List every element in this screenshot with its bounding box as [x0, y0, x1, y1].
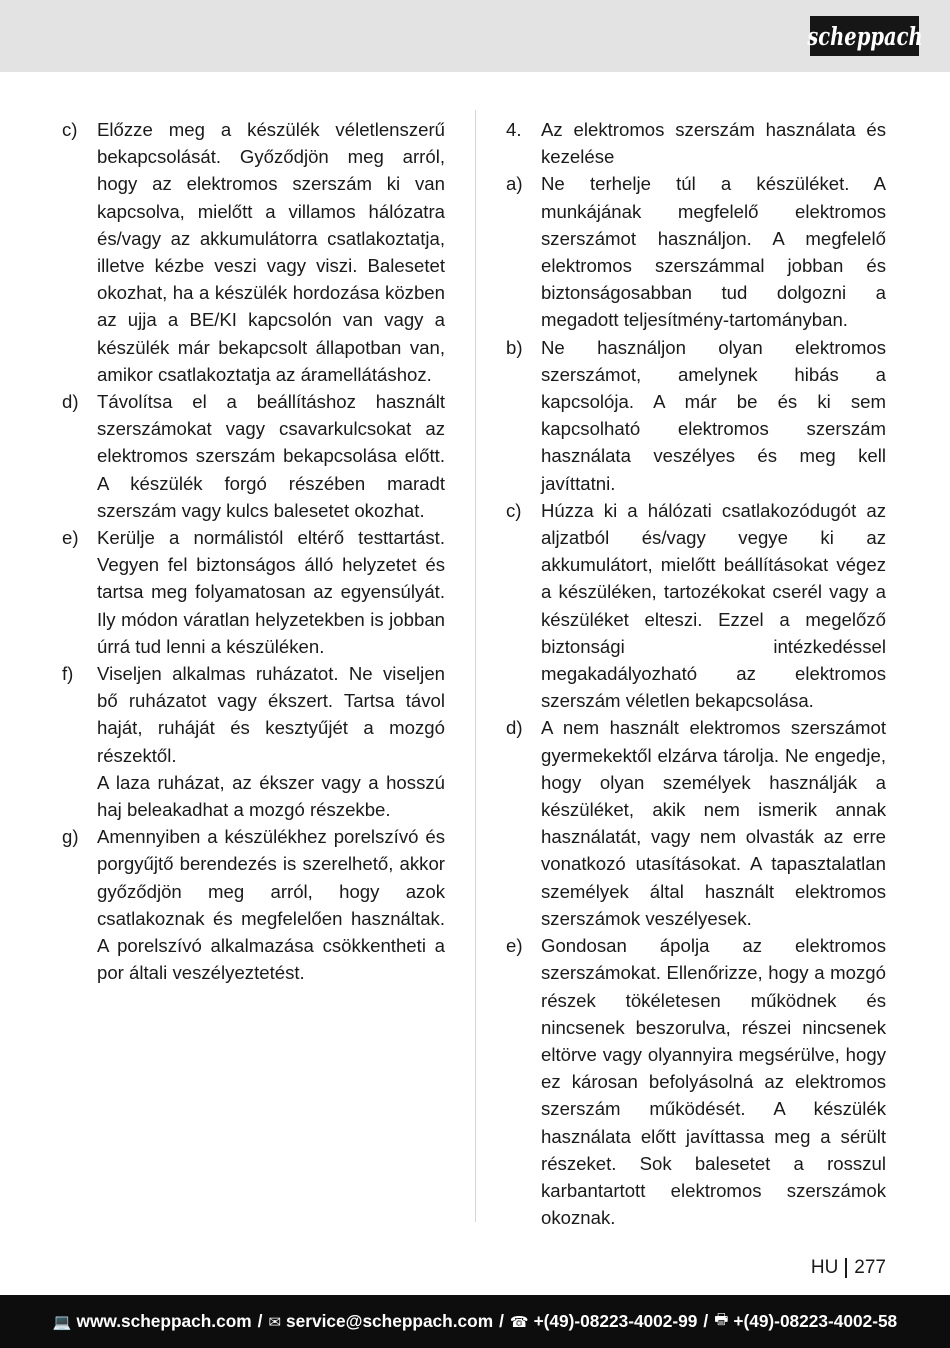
- website-text: www.scheppach.com: [76, 1311, 252, 1331]
- list-marker: 4.: [506, 119, 522, 140]
- list-marker: f): [62, 663, 74, 685]
- list-item: [62, 660, 445, 823]
- contact-phone[interactable]: [510, 1311, 698, 1332]
- contact-bar: [0, 1295, 950, 1348]
- list-item-text: Ne terhelje túl a készüléket. A munkájának megfelelő elektromos szerszámot használjon. A megfelelő elektromos szerszámmal jobban és biztonságosabban tud dolgozni a megadott teljesítmény-tartományban.: [541, 173, 886, 331]
- list-item: [506, 714, 886, 932]
- left-column: [62, 116, 445, 987]
- list-item: [506, 116, 886, 170]
- list-item: [62, 116, 445, 388]
- list-item: [506, 932, 886, 1231]
- phone-text: +(49)-08223-4002-99: [533, 1311, 698, 1331]
- list-marker: g): [62, 826, 79, 848]
- computer-icon: 💻: [52, 1313, 72, 1331]
- contact-website[interactable]: [53, 1311, 252, 1332]
- list-item-text: Távolítsa el a beállításhoz használt szerszámokat vagy csavarkulcsokat az elektromos szerszám bekapcsolása előtt. A készülék forgó részében maradt szerszám vagy kulcs balesetet okozhat.: [97, 391, 445, 521]
- list-marker: b): [506, 336, 523, 358]
- list-item-text: Húzza ki a hálózati csatlakozódugót az aljzatból és/vagy vegye ki az akkumulátort, mielőtt beállításokat végez a készüléken, tartozékokat cserél vagy a készüléket elteszi. Ezzel a megelőző biztonsági intézkedéssel megakadályozható az elektromos szerszám véletlen bekapcsolása.: [541, 499, 886, 712]
- list-marker: c): [62, 119, 78, 140]
- list-marker: e): [62, 527, 79, 549]
- contact-fax: [714, 1309, 897, 1334]
- contact-separator: /: [257, 1311, 263, 1331]
- language-code: HU: [810, 1257, 839, 1278]
- list-item-text: Kerülje a normálistól eltérő testtartást. Vegyen fel biztonságos álló helyzetet és tartsa meg folyamatosan az egyensúlyát. Ily módon váratlan helyzetekben is jobban úrrá tud lenni a készüléken.: [97, 527, 445, 657]
- list-marker: a): [506, 173, 523, 195]
- list-marker: d): [62, 391, 79, 413]
- list-marker: e): [506, 935, 523, 957]
- list-item-text: Ne használjon olyan elektromos szerszámot, amelynek hibás a kapcsolója. A már be és ki sem kapcsolható elektromos szerszám használata veszélyes és meg kell javíttatni.: [541, 336, 886, 494]
- fax-icon: 🖶: [714, 1311, 729, 1328]
- list-item-text: Viseljen alkalmas ruházatot. Ne viseljen bő ruházatot vagy ékszert. Tartsa távol haját, ruháját és kesztyűjét a mozgó részektől.: [97, 663, 445, 766]
- list-item: [506, 334, 886, 497]
- column-divider: [475, 110, 476, 1222]
- list-item-text: Előzze meg a készülék véletlenszerű bekapcsolását. Győződjön meg arról, hogy az elektromos szerszám ki van kapcsolva, mielőtt a villamos hálózatra és/vagy az akkumulátorra csatlakoztatja, illetve kézbe veszi vagy viszi. Balesetet okozhat, ha a készülék hordozása közben az ujja a BE/KI kapcsolón van vagy a készülék már bekapcsolt állapotban van, amikor csatlakoztatja az áramellátáshoz.: [97, 119, 445, 385]
- list-item: [62, 823, 445, 986]
- brand-logo-text: scheppach: [806, 21, 923, 51]
- page-number-separator: [845, 1258, 847, 1278]
- list-item: [506, 497, 886, 715]
- contact-separator: /: [499, 1311, 504, 1331]
- list-marker: c): [506, 499, 522, 521]
- page-number-block: [811, 1256, 886, 1280]
- list-item-text: Gondosan ápolja az elektromos szerszámokat. Ellenőrizze, hogy a mozgó részek tökéletesen működnek és nincsenek beszorulva, részei nincsenek eltörve vagy olyannyira megsérülve, hogy ez károsan befolyásolná az elektromos szerszám működését. A készülék használata előtt javíttassa meg a sérült részeket. Sok balesetet a rosszul karbantartott elektromos szerszámok okoznak.: [541, 935, 886, 1229]
- list-item: [506, 170, 886, 333]
- list-item-text: A laza ruházat, az ékszer vagy a hosszú haj beleakadhat a mozgó részekbe.: [97, 771, 445, 821]
- email-text: service@scheppach.com: [286, 1311, 494, 1331]
- brand-logo: [806, 16, 923, 56]
- envelope-icon: ✉: [268, 1313, 282, 1331]
- list-item-text: A nem használt elektromos szerszámot gyermekektől elzárva tárolja. Ne engedje, hogy olyan személyek használják a készüléket, akik nem ismerik annak használatát, vagy nem olvasták az erre vonatkozó utasításokat. A tapasztalatlan személyek által használt elektromos szerszámok veszélyesek.: [541, 717, 886, 929]
- fax-text: +(49)-08223-4002-58: [733, 1311, 898, 1331]
- page-number: 277: [854, 1257, 886, 1278]
- contact-email[interactable]: [268, 1311, 493, 1332]
- list-item-text: Amennyiben a készülékhez porelszívó és porgyűjtő berendezés is szerelhető, akkor győződjön meg arról, hogy azok csatlakoznak és megfelelően használtak. A porelszívó alkalmazása csökkentheti a por általi veszélyeztetést.: [97, 826, 445, 984]
- contact-separator: /: [703, 1311, 709, 1331]
- list-item-text: Az elektromos szerszám használata és kezelése: [541, 119, 886, 168]
- list-item: [62, 388, 445, 524]
- right-column: [506, 116, 886, 1231]
- telephone-icon: ☎: [509, 1313, 529, 1331]
- list-marker: d): [506, 717, 523, 739]
- list-item: [62, 524, 445, 660]
